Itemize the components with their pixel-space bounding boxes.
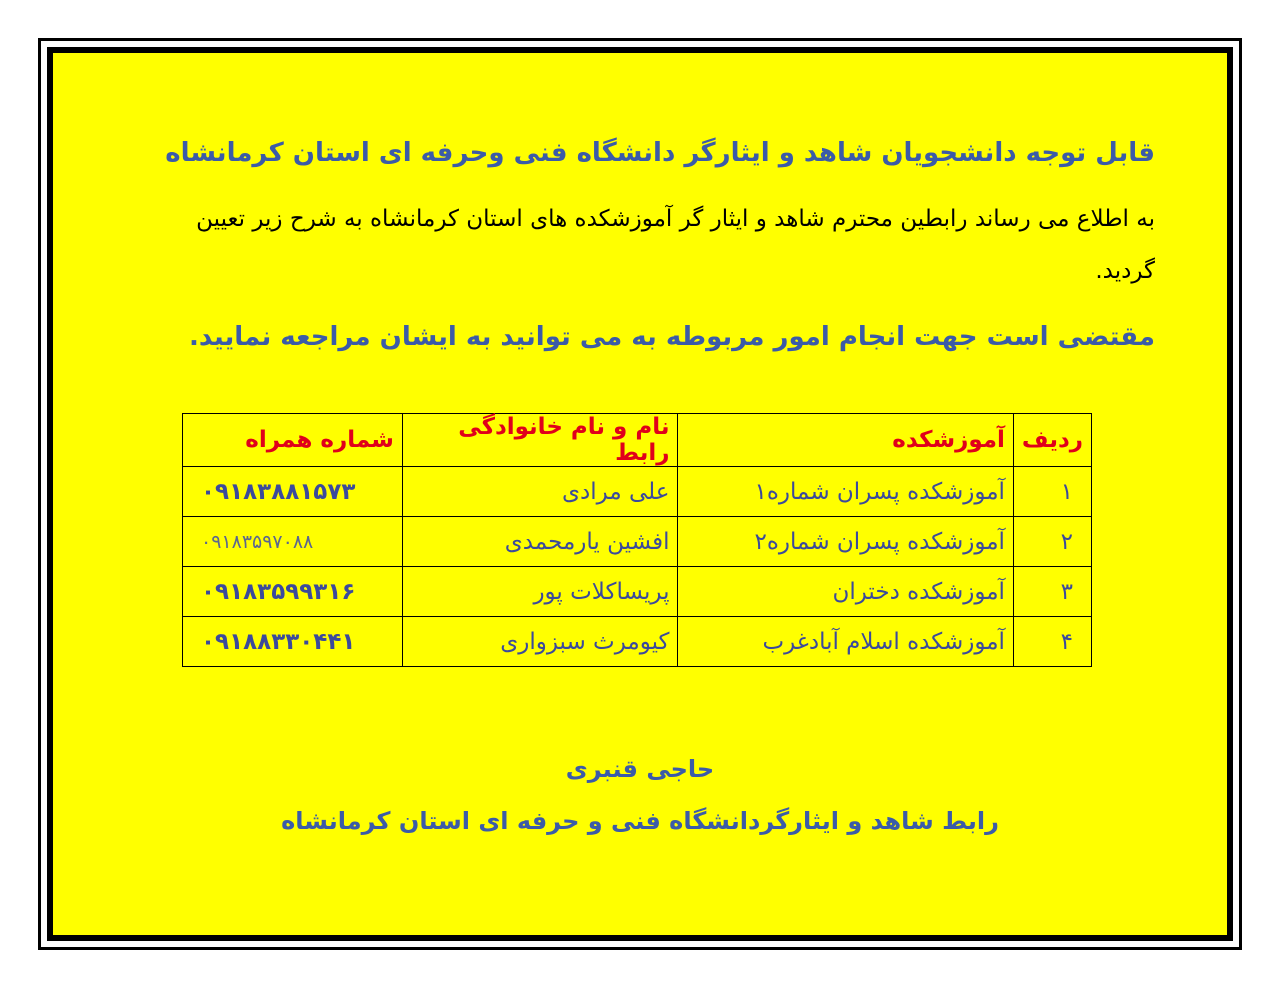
header-contact-name: نام و نام خانوادگی رابط [402, 414, 678, 467]
row-number: ۱ [1013, 467, 1091, 517]
header-row-number: ردیف [1013, 414, 1091, 467]
table-row [183, 617, 1092, 667]
contact-name: کیومرث سبزواری [402, 617, 678, 667]
school-name: آموزشکده دختران [678, 567, 1013, 617]
announcement-heading: قابل توجه دانشجویان شاهد و ایثارگر دانشگاه فنی وحرفه ای استان کرمانشاه [165, 138, 1155, 168]
header-phone: شماره همراه [183, 414, 403, 467]
row-number: ۲ [1013, 517, 1091, 567]
outer-border-frame [38, 38, 1242, 950]
contact-name: علی مرادی [402, 467, 678, 517]
phone-number: ۰۹۱۸۳۵۹۹۳۱۶ [183, 567, 403, 617]
header-school: آموزشکده [678, 414, 1013, 467]
inner-border-frame [47, 47, 1233, 941]
phone-number: ۰۹۱۸۳۵۹۷۰۸۸ [183, 517, 403, 567]
table-row [183, 517, 1092, 567]
contacts-table [182, 413, 1092, 667]
signatory-title: رابط شاهد و ایثارگردانشگاه فنی و حرفه ای استان کرمانشاه [281, 807, 999, 835]
school-name: آموزشکده اسلام آبادغرب [678, 617, 1013, 667]
contact-name: افشین یارمحمدی [402, 517, 678, 567]
signatory-name: حاجی قنبری [565, 755, 715, 783]
school-name: آموزشکده پسران شماره۲ [678, 517, 1013, 567]
phone-number: ۰۹۱۸۳۸۸۱۵۷۳ [183, 467, 403, 517]
announcement-notice: مقتضی است جهت انجام امور مربوطه به می توانید به ایشان مراجعه نمایید. [188, 322, 1155, 352]
table-row [183, 467, 1092, 517]
contact-name: پریساکلات پور [402, 567, 678, 617]
row-number: ۴ [1013, 617, 1091, 667]
phone-number: ۰۹۱۸۸۳۳۰۴۴۱ [183, 617, 403, 667]
announcement-paragraph: به اطلاع می رساند رابطین محترم شاهد و ایثار گر آموزشکده های استان کرمانشاه به شرح زیر تعیین گردید. [196, 206, 1155, 284]
table-row [183, 567, 1092, 617]
announcement-content [53, 53, 1227, 935]
row-number: ۳ [1013, 567, 1091, 617]
table-header-row [183, 414, 1092, 467]
school-name: آموزشکده پسران شماره۱ [678, 467, 1013, 517]
